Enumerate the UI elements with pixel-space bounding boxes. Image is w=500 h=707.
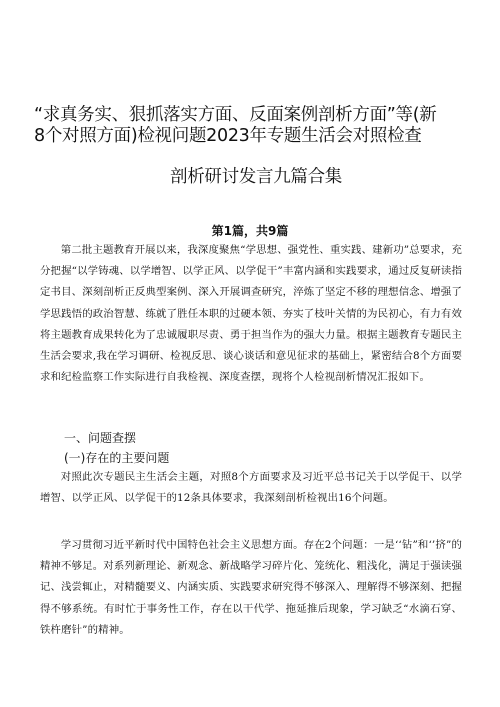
subsection-heading: (一)存在的主要问题: [64, 451, 170, 465]
document-title-line-1: “求真务实、狠抓落实方面、反面案例剖析方面”等(新: [34, 105, 437, 125]
paragraph-intro: 第二批主题教育开展以来，我深度聚焦“学思想、强党性、重实践、建新功”总要求，充分把握“以学铸魂、以学增智、以学正风、以学促干”丰富内涵和实践要求，通过反复研读指定书目、深刻剖析正反典型案例、深入开展调查研究，淬炼了坚定不移的理想信念、增强了学思践悟的政治智慧、练就了胜任本职的过硬本领、夯实了枝叶关情的为民初心，有力有效将主题教育成果转化为了忠诚履职尽责、勇于担当作为的强大力量。根据主题教育专题民主生活会要求,我在学习调研、检视反思、谈心谈话和意见征求的基础上，紧密结合8个方面要求和纪检监察工作实际进行自我检视、深度查摆，现将个人检视剖析情况汇报如下。: [40, 244, 463, 384]
document-title-line-3: 剖析研讨发言九篇合集: [170, 167, 342, 187]
paragraph-study-issues: 学习贯彻习近平新时代中国特色社会主义思想方面。存在2个问题：一是‘‘钻”和‘’挤”的精神不够足。对系列新理论、新观念、新战略学习碎片化、笼统化、粗浅化，满足于强读强记、浅尝辄止，对精髓要义、内涵实质、实践要求研究得不够深入、理解得不够深刻、把握得不够系统。有时忙于事务性工作，存在以干代学、拖延推后现象，学习缺乏“水滴石穿、铁杵磨针”的精神。: [40, 539, 462, 636]
section-heading: 一、问题查摆: [64, 431, 137, 445]
paragraph-problem-summary: 对照此次专题民主生活会主题，对照8个方面要求及习近平总书记关于以学促干、以学增智、以学正风、以学促干的12条具体要求，我深刻剖析检视出16个问题。: [40, 471, 462, 505]
document-title-line-2: 8个对照方面)检视问题2023年专题生活会对照检查: [34, 126, 422, 146]
page-indicator: 第1篇，共9篇: [211, 224, 289, 238]
